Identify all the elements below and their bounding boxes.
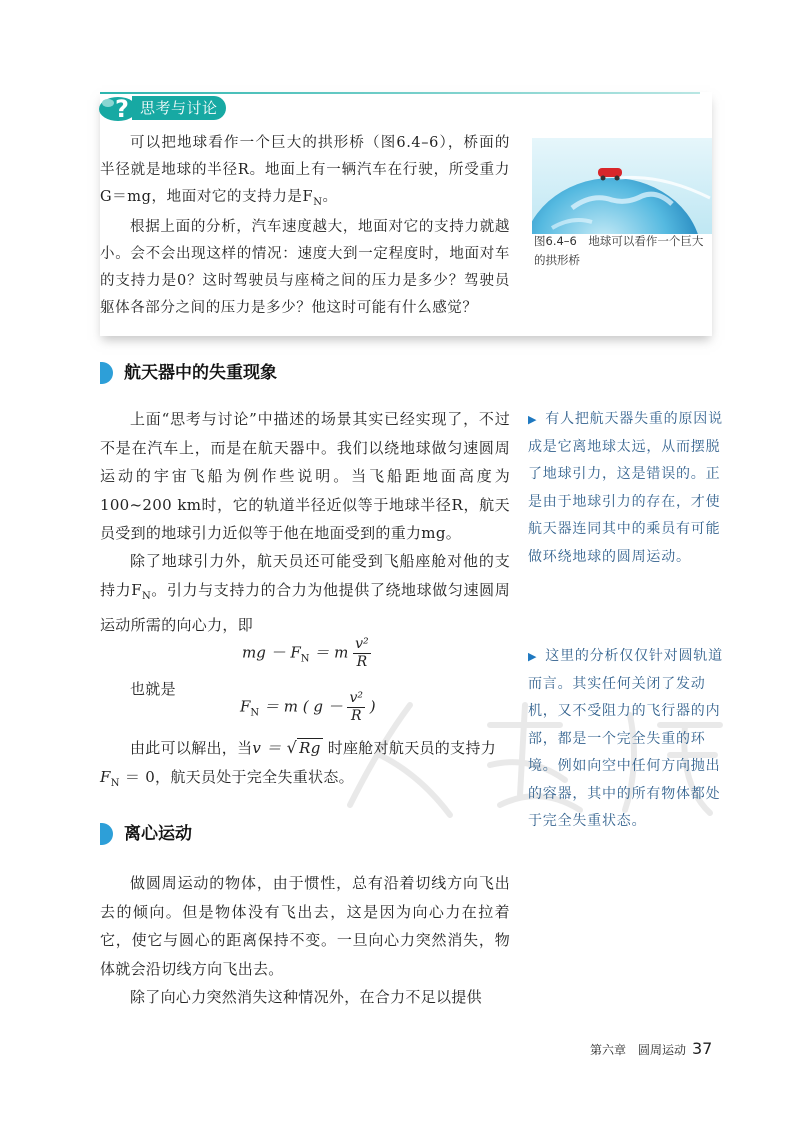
equation-1: mg － $F_N = m$ $\frac{\text{v²}}{R}$	[242, 636, 369, 670]
section2-paragraph-2: 除了向心力突然消失这种情况外，在合力不足以提供	[130, 988, 482, 1006]
side-note-2: ▶ 这里的分析仅仅针对圆轨道而言。其实任何关闭了发动机，又不受阻力的飞行器的内部，都是一个完全失重的环境。例如向空中任何方向抛出的容器，其中的所有物体都处于完全失重状态。	[528, 648, 723, 829]
equation-2: $F_N = m$ ( g － $\frac{\text{v²}}{R}$ )	[240, 690, 376, 724]
chapter-footer: 第六章 圆周运动	[590, 1043, 687, 1057]
section-title-centrifugal: 离心运动	[124, 824, 192, 844]
section1-paragraph-1: 上面“思考与讨论”中描述的场景其实已经实现了，不过不是在汽车上，而是在航天器中。我们以绕地球做匀速圆周运动的宇宙飞船为例作些说明。当飞船距地面高度为100~200 km时，它的轨道半径近似等于地球半径R，航天员受到的地球引力近似等于他在地面受到的重力mg。	[100, 410, 510, 542]
section2-paragraph-1: 做圆周运动的物体，由于惯性，总有沿着切线方向飞出去的倾向。但是物体没有飞出去，这是因为向心力在拉着它，使它与圆心的距离保持不变。一旦向心力突然消失，物体就会沿切线方向飞出去。	[100, 874, 510, 978]
section1-paragraph-2: 除了地球引力外，航天员还可能受到飞船座舱对他的支持力$F_N$。引力与支持力的合力为他提供了绕地球做匀速圆周运动所需的向心力，即	[100, 552, 511, 634]
triangle-bullet-icon: ▶	[528, 650, 538, 663]
svg-text:?: ?	[115, 95, 129, 122]
section-title-weightlessness: 航天器中的失重现象	[124, 363, 277, 383]
discussion-paragraph-2: 根据上面的分析，汽车速度越大，地面对它的支持力就越小。会不会出现这样的情况：速度大到一定程度时，地面对车的支持力是0？这时驾驶员与座椅之间的压力是多少？驾驶员躯体各部分之间的压力是多少？他这时可能有什么感觉？	[100, 219, 510, 316]
page-number: 37	[692, 1039, 713, 1058]
figure-caption: 图6.4–6 地球可以看作一个巨大的拱形桥	[534, 234, 704, 267]
discussion-top-rule	[100, 92, 700, 94]
triangle-bullet-icon: ▶	[528, 413, 538, 426]
also-label: 也就是	[130, 680, 176, 698]
side-note-1: ▶ 有人把航天器失重的原因说成是它离地球太远，从而摆脱了地球引力，这是错误的。正是由于地球引力的存在，才使航天器连同其中的乘员有可能做环绕地球的圆周运动。	[528, 411, 723, 565]
discussion-title: 思考与讨论	[140, 99, 218, 117]
question-badge-icon	[98, 94, 144, 122]
section-marker	[100, 362, 113, 384]
earth-arch-bridge-figure	[532, 138, 712, 234]
section-marker	[100, 823, 113, 845]
section1-paragraph-3: 由此可以解出，当v ＝ √ Rg 时座舱对航天员的支持力 $F_N = 0$，航天员处于完全失重状态。	[100, 738, 496, 789]
discussion-paragraph-1: 可以把地球看作一个巨大的拱形桥（图6.4–6），桥面的半径就是地球的半径R。地面上有一辆汽车在行驶，所受重力G＝mg，地面对它的支持力是$F_N$。	[100, 135, 510, 208]
